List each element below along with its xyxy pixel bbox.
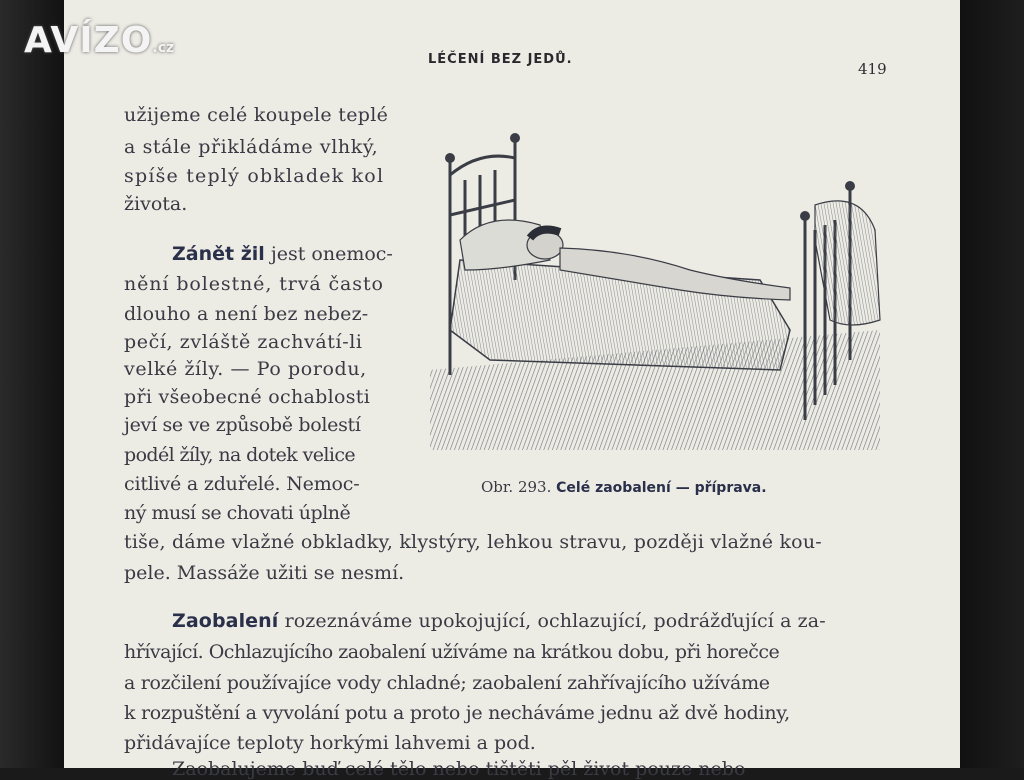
text-fragment: jest onemoc- <box>270 243 393 265</box>
text-line: tiše, dáme vlažné obkladky, klystýry, lehkou stravu, později vlažné kou- <box>124 531 822 553</box>
text-line: pele. Massáže užiti se nesmí. <box>124 562 405 584</box>
text-line: nění bolestné, trvá často <box>124 273 384 295</box>
text-line: ný musí se chovati úplně <box>124 502 351 524</box>
text-line: citlivé a zduřelé. Nemoc- <box>124 473 360 495</box>
watermark-suffix: .cz <box>152 40 175 56</box>
book-edge-left <box>0 0 64 768</box>
running-header: LÉČENÍ BEZ JEDŮ. <box>428 52 573 67</box>
watermark-brand: AVÍZO <box>24 20 153 61</box>
page-number: 419 <box>858 60 887 78</box>
text-line: a stále přikládáme vlhký, <box>124 136 379 158</box>
text-line: pečí, zvláště zachvátí-li <box>124 331 363 353</box>
text-line: podél žíly, na dotek velice <box>124 444 356 466</box>
text-line: jeví se ve způsobě bolestí <box>124 414 361 436</box>
text-line: dlouho a není bez nebez- <box>124 303 369 325</box>
text-line: přidávajíce teploty horkými lahvemi a pod. <box>124 732 536 754</box>
text-line: při všeobecné ochablosti <box>124 386 371 408</box>
text-line: hřívající. Ochlazujícího zaobalení užíváme na krátkou dobu, při horečce <box>124 641 780 663</box>
caption-prefix: Obr. 293. <box>481 478 552 496</box>
text-fragment: rozeznáváme upokojující, ochlazující, podrážďující a za- <box>284 610 826 632</box>
term-zanet-zil: Zánět žil <box>172 243 265 265</box>
text-line: spíše teplý obkladek kol <box>124 165 385 187</box>
text-line: užijeme celé koupele teplé <box>124 104 389 126</box>
illustration-bed-patient <box>430 130 880 460</box>
text-line: velké žíly. — Po porodu, <box>124 358 367 380</box>
text-line: Zaobalujeme buď celé tělo nebo tištěti pěl život pouze nebo <box>172 758 746 780</box>
book-edge-right <box>960 0 1024 768</box>
paragraph-start <box>172 245 393 264</box>
paragraph-start <box>172 612 826 631</box>
figure-caption <box>481 478 767 496</box>
caption-title: Celé zaobalení — příprava. <box>556 480 767 496</box>
book-page <box>64 0 960 780</box>
text-line: k rozpuštění a vyvolání potu a proto je necháváme jednu až dvě hodiny, <box>124 702 790 724</box>
text-line: a rozčilení používajíce vody chladné; zaobalení zahřívajícího užíváme <box>124 672 770 694</box>
avizo-watermark-logo <box>24 20 174 61</box>
text-line: života. <box>124 193 188 215</box>
term-zaobaleni: Zaobalení <box>172 610 279 632</box>
